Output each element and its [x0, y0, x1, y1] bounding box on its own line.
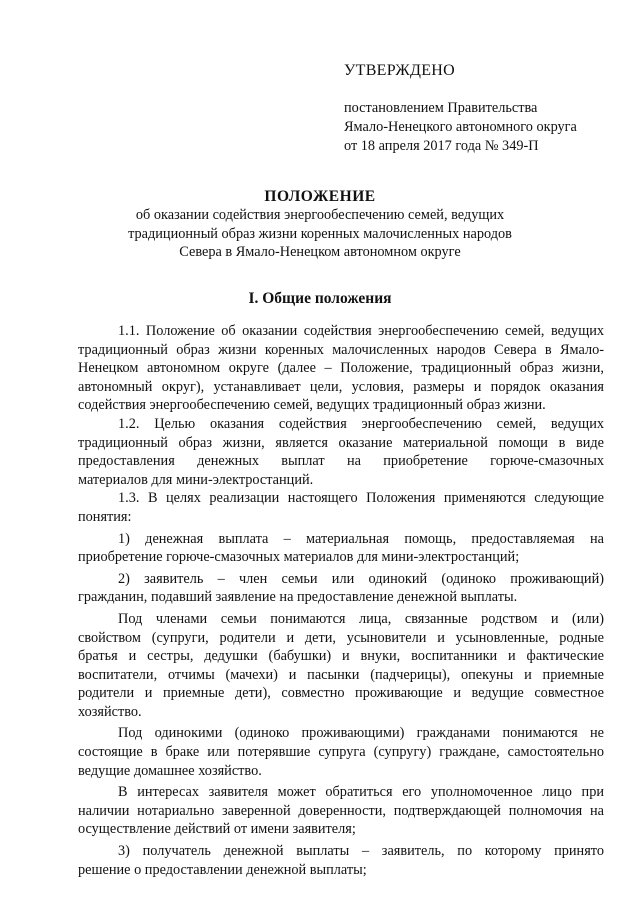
text-line: решение о предоставлении денежной выплаты; [78, 861, 367, 878]
text-line: Ненецком автономном округе (далее – Положение, традиционный образ жизни, [78, 360, 604, 377]
text-line: 1.3. В целях реализации настоящего Положения применяются следующие [118, 490, 604, 507]
text-line: воспитатели, отчимы (мачехи) и пасынки (падчерицы), опекуны и приемные [78, 666, 604, 683]
approval-line: от 18 апреля 2017 года № 349-П [344, 138, 539, 154]
definition-3 [78, 842, 604, 879]
text-line: Под одинокими (одиноко проживающими) гражданами понимаются не [118, 725, 604, 742]
approval-line: Ямало-Ненецкого автономного округа [344, 119, 577, 135]
text-line: 3) получатель денежной выплаты – заявитель, по которому принято [118, 843, 604, 860]
text-line: традиционный образ жизни, является оказание материальной помощи в виде [78, 434, 604, 451]
text-line: содействия энергообеспечению семей, ведущих традиционный образ жизни. [78, 397, 546, 414]
title-line: Севера в Ямало-Ненецком автономном округе [179, 244, 461, 260]
text-line: родители и приемные дети), совместно проживающие и ведущие совместное [78, 685, 604, 702]
text-line: братья и сестры, дедушки (бабушки) и внуки, воспитанники и фактические [78, 648, 604, 665]
text-line: свойством (супруги, родители и дети, усыновители и усыновленные, родные [78, 629, 604, 646]
single-citizens-paragraph [78, 724, 604, 780]
text-line: понятия: [78, 508, 132, 525]
definition-2 [78, 570, 604, 607]
text-line: автономный округ), устанавливает цели, условия, размеры и порядок оказания [78, 378, 604, 395]
text-line: состоящие в браке или потерявшие супруга (супругу) граждане, самостоятельно [78, 744, 604, 761]
definition-1 [78, 530, 604, 567]
title-line: об оказании содействия энергообеспечению семей, ведущих [135, 207, 505, 223]
text-line: В интересах заявителя может обратиться его уполномоченное лицо при [118, 784, 604, 801]
title-heading: ПОЛОЖЕНИЕ [264, 188, 376, 205]
paragraph-1-1 [78, 322, 604, 415]
approval-stamp: УТВЕРЖДЕНО [344, 62, 456, 79]
paragraph-1-3 [78, 489, 604, 526]
text-line: осуществление действий от имени заявителя; [78, 821, 356, 838]
text-line: 1) денежная выплата – материальная помощь, предоставляемая на [118, 530, 604, 547]
text-line: 1.1. Положение об оказании содействия энергообеспечению семей, ведущих [118, 323, 604, 339]
text-line: материалов для мини-электростанций. [78, 471, 314, 488]
text-line: гражданин, подавший заявление на предоставление денежной выплаты. [78, 589, 518, 606]
text-line: приобретение горюче-смазочных материалов для мини-электростанций; [78, 549, 520, 566]
section-title: I. Общие положения [248, 290, 392, 307]
text-line: 2) заявитель – член семьи или одинокий (одиноко проживающий) [118, 570, 604, 587]
text-line: хозяйство. [78, 703, 142, 720]
approval-line: постановлением Правительства [344, 100, 538, 116]
text-line: 1.2. Целью оказания содействия энергообеспечению семей, ведущих [118, 415, 604, 432]
document-title [0, 187, 640, 262]
text-line: предоставления денежных выплат на приобретение горюче-смазочных [78, 453, 604, 470]
text-line: традиционный образ жизни коренных малочисленных народов Севера в Ямало- [78, 341, 604, 358]
representative-paragraph [78, 783, 604, 839]
text-line: наличии нотариально заверенной доверенности, подтверждающей полномочия на [78, 802, 604, 819]
family-members-paragraph [78, 610, 604, 722]
paragraph-1-2 [78, 415, 604, 489]
text-line: Под членами семьи понимаются лица, связанные родством и (или) [118, 610, 604, 627]
title-line: традиционный образ жизни коренных малочисленных народов [128, 225, 512, 242]
text-line: ведущие домашнее хозяйство. [78, 762, 262, 779]
document-body [78, 322, 604, 879]
approval-block [344, 62, 614, 156]
